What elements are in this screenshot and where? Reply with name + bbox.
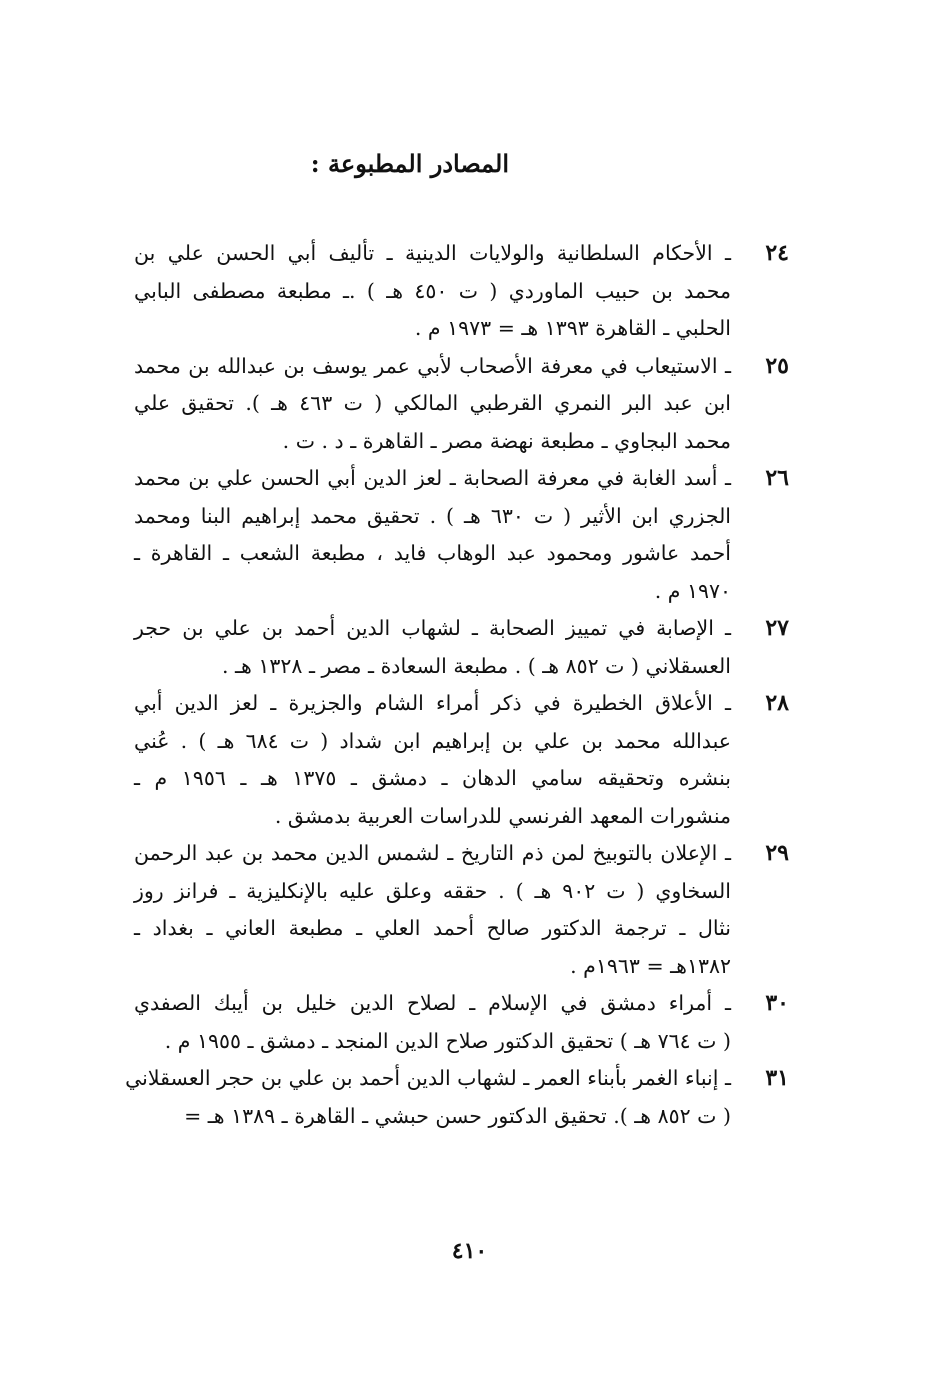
entry-line: الجزري ابن الأثير ( ت ٦٣٠ هـ ) . تحقيق محمد إبراهيم البنا ومحمد [134,503,732,528]
section-heading: المصادر المطبوعة : [310,149,509,178]
entry-line: ـ الأحكام السلطانية والولايات الدينية ـ تأليف أبي الحسن علي بن [134,241,731,265]
entry-line: ـ الأعلاق الخطيرة في ذكر أمراء الشام والجزيرة ـ لعز الدين أبي [134,691,731,715]
entry-line: ـ أمراء دمشق في الإسلام ـ لصلاح الدين خليل بن أيبك الصفدي [134,991,731,1015]
entry-line: العسقلاني ( ت ٨٥٢ هـ ) . مطبعة السعادة ـ مصر ـ ١٣٢٨ هـ . [222,653,731,678]
bibliography-entry [134,685,789,835]
entry-number: ٢٥ [765,352,789,379]
entry-text [134,460,731,610]
entry-text [134,685,731,835]
entry-number: ٣٠ [765,990,789,1016]
page-number: ٤١٠ [451,1238,488,1264]
entry-line: محمد البجاوي ـ مطبعة نهضة مصر ـ القاهرة ـ د . ت . [282,428,731,453]
bibliography-entry [134,985,789,1060]
entry-line: ـ الاستيعاب في معرفة الأصحاب لأبي عمر يوسف بن عبدالله بن محمد [134,353,731,378]
entry-line: أحمد عاشور ومحمود عبد الوهاب فايد ، مطبعة الشعب ـ القاهرة ـ [134,541,731,565]
entry-number: ٢٩ [765,840,789,866]
entry-line: السخاوي ( ت ٩٠٢ هـ ) . حققه وعلق عليه بالإنكليزية ـ فرانز روز [134,878,732,903]
entry-line: ١٣٨٢هـ = ١٩٦٣م . [570,953,731,978]
entry-text [134,235,731,348]
bibliography-entry [134,348,789,461]
entry-line: بنشره وتحقيقه سامي الدهان ـ دمشق ـ ١٣٧٥ هـ ـ ١٩٥٦ م ـ [134,766,731,790]
entry-number: ٢٤ [765,240,789,266]
entry-line: عبدالله محمد بن علي بن إبراهيم ابن شداد ( ت ٦٨٤ هـ ) . عُني [134,728,731,753]
bibliography-entry [134,235,789,348]
entry-line: ( ت ٧٦٤ هـ ) تحقيق الدكتور صلاح الدين المنجد ـ دمشق ـ ١٩٥٥ م . [164,1028,731,1053]
entry-number: ٢٨ [765,690,789,716]
entry-line: محمد بن حبيب الماوردي ( ت ٤٥٠ هـ ) .ـ مطبعة مصطفى البابي [134,278,732,303]
entry-text [125,1060,731,1135]
entry-line: نثال ـ ترجمة الدكتور صالح أحمد العلي ـ مطبعة العاني ـ بغداد ـ [134,916,731,940]
entry-line: ـ أسد الغابة في معرفة الصحابة ـ لعز الدين أبي الحسن علي بن محمد [134,466,731,490]
entry-line: ـ الإعلان بالتوبيخ لمن ذم التاريخ ـ لشمس الدين محمد بن عبد الرحمن [134,841,731,865]
entry-line: ـ الإصابة في تمييز الصحابة ـ لشهاب الدين أحمد بن علي بن حجر [134,616,731,640]
entry-line: ( ت ٨٥٢ هـ ). تحقيق الدكتور حسن حبشي ـ القاهرة ـ ١٣٨٩ هـ = [184,1103,731,1128]
bibliography-list [125,235,789,1135]
entry-number: ٢٧ [765,615,789,641]
entry-line: منشورات المعهد الفرنسي للدراسات العربية بدمشق . [274,803,731,828]
entry-number: ٢٦ [765,465,789,491]
entry-line: ـ إنباء الغمر بأبناء العمر ـ لشهاب الدين أحمد بن علي بن حجر العسقلاني [125,1066,731,1090]
bibliography-entry [134,610,789,685]
entry-line: الحلبي ـ القاهرة ١٣٩٣ هـ = ١٩٧٣ م . [414,316,731,340]
entry-text [134,985,731,1060]
entry-number: ٣١ [765,1065,789,1091]
bibliography-entry [134,460,789,610]
bibliography-entry [125,1060,789,1135]
entry-line: ١٩٧٠ م . [654,578,731,603]
entry-text [134,348,731,461]
entry-text [134,835,731,985]
entry-line: ابن عبد البر النمري القرطبي المالكي ( ت ٤٦٣ هـ ). تحقيق علي [134,391,731,415]
bibliography-entry [134,835,789,985]
entry-text [134,610,731,685]
